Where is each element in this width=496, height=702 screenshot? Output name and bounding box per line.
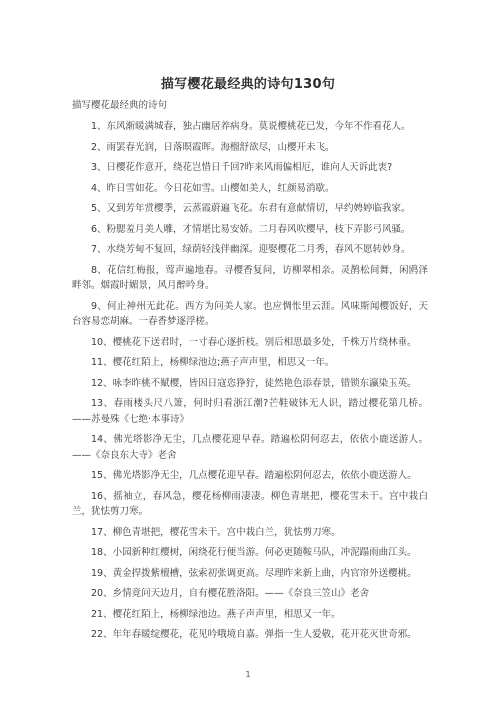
document-subtitle: 描写樱花最经典的诗句 bbox=[72, 100, 168, 111]
poem-item: 17、柳色青堪把，樱花雪未干。宫中栽白兰，犹怯剪刀寒。 bbox=[91, 526, 341, 538]
poem-item: 4、昨日雪如花。今日花如雪。山樱如美人，红颜易消歇。 bbox=[91, 182, 335, 194]
poem-item: 18、小园新种红樱树，闲绕花行便当游。何必更随鞍马队，冲泥蹋雨曲江头。 bbox=[91, 547, 417, 558]
poem-item: 9、何止神州无此花。西方为问美人家。也应惆怅里云涯。风味斯闻樱饭好，天台容易恋胡麻。一春香梦逐浮槎。 bbox=[72, 300, 428, 327]
poem-item: 16、摇袖立，春风急，樱花杨柳雨凄凄。柳色青堪把，樱花雪未干。宫中栽白兰，犹怯剪刀寒。 bbox=[72, 490, 428, 517]
document-title: 描写樱花最经典的诗句130句 bbox=[160, 77, 336, 92]
poem-item: 8、花信红梅报，莺声遍地春。寻樱香复问，访柳翠相亲。灵鹊松间舞，闲鸥泽畔邻。烟霞时媚景，风月醉吟身。 bbox=[72, 264, 428, 291]
poem-item: 15、佛光塔影净无尘，几点樱花迎早春。踏遍松阴何忍去，依依小鹿送游人。 bbox=[91, 470, 417, 481]
poem-item: 1、东风渐暖满城春，独占幽居养病身。莫说樱桃花已发，今年不作看花人。 bbox=[91, 121, 411, 132]
poem-item: 21、樱花红陌上，杨柳绿池边。燕子声声里，相思又一年。 bbox=[91, 608, 341, 620]
poem-list bbox=[72, 119, 428, 648]
poem-item: 3、日樱花作意开，绕花岂惜日千回?昨来风雨偏相厄，谁向人天诉此衷? bbox=[91, 162, 393, 173]
page-number: 1 bbox=[245, 670, 251, 679]
poem-item: 10、樱桃花下送君时，一寸春心逐折枝。别后相思最多处，千株万片绕林垂。 bbox=[91, 336, 417, 348]
poem-item: 2、雨罢春光润，日落暝霞晖。海榴舒欲尽，山樱开未飞。 bbox=[91, 141, 335, 153]
poem-item: 22、年年春暖绽樱花，花见吟哦境自嘉。弹指一生人爱敬，花开花灭世奇邪。 bbox=[91, 629, 417, 640]
poem-item: 11、樱花红陌上，杨柳绿池边;燕子声声里，相思又一年。 bbox=[91, 357, 335, 368]
poem-item: 19、黄金捍拨紫檀槽，弦索初张调更高。尽理昨来新上曲，内官帘外送樱桃。 bbox=[91, 567, 417, 579]
poem-item: 5、又到芳年赏樱季，云蒸霞蔚遍飞花。东君有意献情切，早约娉婷临我家。 bbox=[91, 203, 411, 214]
poem-item: 12、咏李昨桃不赋樱，皆因日寇恣狰狞，徒然艳色添春景，错锁东瀛染玉英。 bbox=[91, 377, 417, 389]
poem-item: 20、乡情竟问天边月，自有樱花胜洛阳。——《奈良三笠山》老舍 bbox=[91, 588, 370, 599]
poem-item: 13、春雨楼头尺八箫，何时归看浙江潮?芒鞋破钵无人识，踏过樱花第几桥。——苏曼殊《七绝·本事诗》 bbox=[72, 398, 428, 425]
poem-item: 14、佛光塔影净无尘，几点樱花迎早春。踏遍松阴何忍去，依依小鹿送游人。——《奈良东大寺》老舍 bbox=[72, 434, 428, 461]
poem-item: 6、粉腮羞月美人雕，才情堪比易安娇。二月春风吹樱早，枝下弄影弓风骚。 bbox=[91, 223, 411, 235]
poem-item: 7、水绕芳甸不复回，绿荫轻浅伴幽深。迎娶樱花二月秀，春风不愿转妙身。 bbox=[91, 244, 411, 255]
